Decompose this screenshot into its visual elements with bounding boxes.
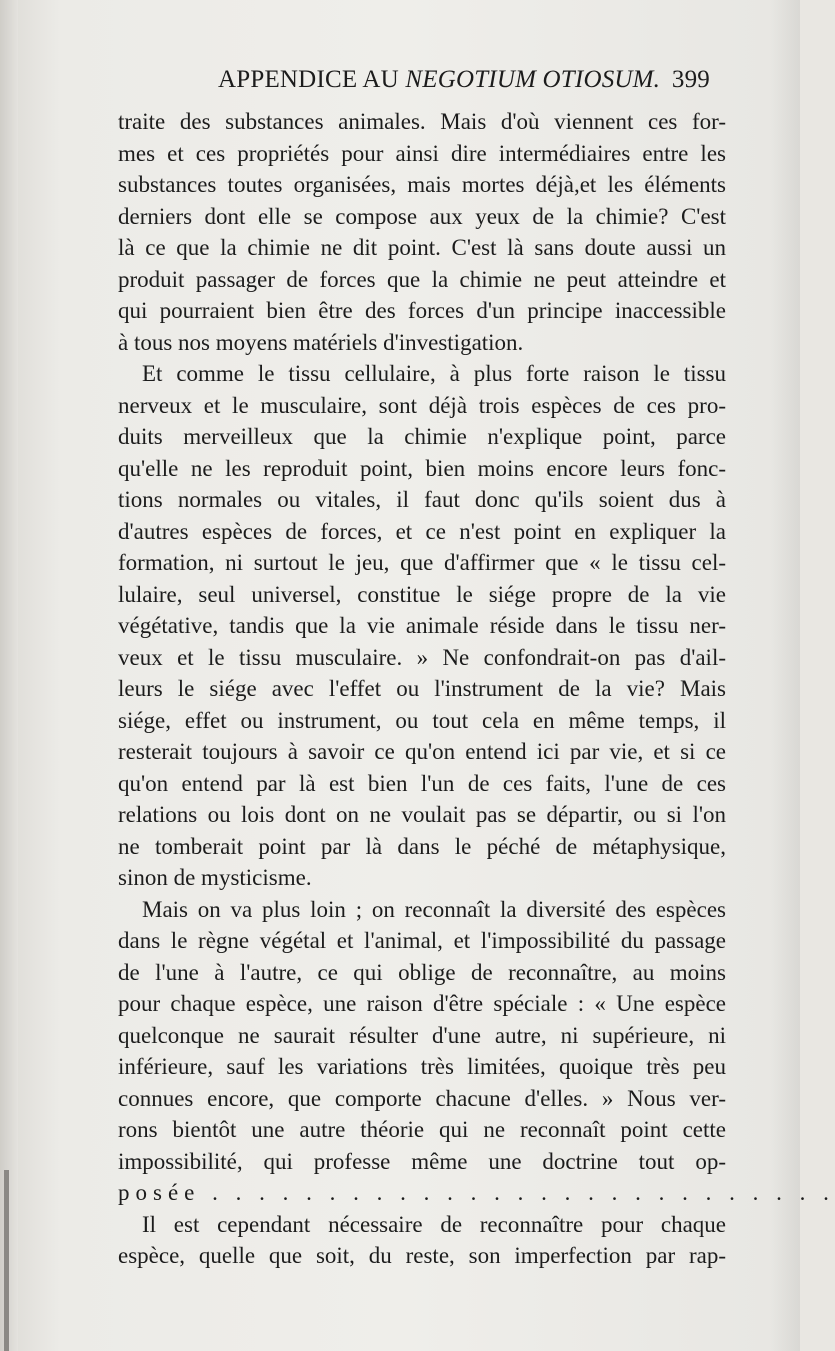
text-line: inférieure, sauf les variations très limitées, quoique très peu: [118, 1054, 726, 1079]
text-line: ne tomberait point par là dans le péché de métaphysique,: [118, 833, 726, 859]
running-title-italic: NEGOTIUM OTIOSUM.: [405, 66, 661, 93]
page-number: 399: [671, 66, 710, 93]
text-line: espèce, quelle que soit, du reste, son imperfection par rap-: [118, 1243, 726, 1268]
text-line: formation, ni surtout le jeu, que d'affirmer que « le tissu cel-: [118, 550, 726, 575]
running-header: [110, 66, 710, 102]
running-title: [218, 66, 660, 94]
text-line: impossibilité, qui professe même une doctrine tout op-: [118, 1148, 726, 1174]
body-text: [118, 106, 835, 1272]
text-line: resterait toujours à savoir ce qu'on entend ici par vie, et si ce: [118, 739, 726, 764]
text-line: Mais on va plus loin ; on reconnaît la diversité des espèces: [142, 896, 726, 922]
text-line: rons bientôt une autre théorie qui ne reconnaît point cette: [118, 1117, 726, 1142]
text-line: de l'une à l'autre, ce qui oblige de reconnaître, au moins: [118, 959, 726, 985]
text-line: produit passager de forces que la chimie ne peut atteindre et: [118, 266, 726, 292]
text-line: qu'on entend par là est bien l'un de ces faits, l'une de ces: [118, 770, 726, 796]
text-line: qu'elle ne les reproduit point, bien moins encore leurs fonc-: [118, 455, 726, 481]
text-line: derniers dont elle se compose aux yeux de la chimie? C'est: [118, 203, 726, 229]
text-line: duits merveilleux que la chimie n'explique point, parce: [118, 424, 726, 449]
text-line: connues encore, que comporte chacune d'elles. » Nous ver-: [118, 1085, 726, 1111]
running-title-roman: APPENDICE AU: [218, 66, 406, 93]
text-line: leurs le siége avec l'effet ou l'instrument de la vie? Mais: [118, 676, 726, 701]
text-line: tions normales ou vitales, il faut donc qu'ils soient dus à: [118, 487, 726, 512]
text-line: nerveux et le musculaire, sont déjà trois espèces de ces pro-: [118, 392, 726, 418]
text-line: traite des substances animales. Mais d'où viennent ces for-: [118, 109, 726, 134]
text-line: Il est cependant nécessaire de reconnaître pour chaque: [142, 1211, 726, 1237]
text-line: dans le règne végétal et l'animal, et l'impossibilité du passage: [118, 928, 726, 953]
text-line: lulaire, seul universel, constitue le siége propre de la vie: [118, 581, 726, 607]
text-line: pour chaque espèce, une raison d'être spéciale : « Une espèce: [118, 991, 726, 1016]
text-line: relations ou lois dont on ne voulait pas se départir, ou si l'on: [118, 802, 726, 827]
text-line: substances toutes organisées, mais mortes déjà,et les éléments: [118, 172, 726, 197]
text-line: quelconque ne saurait résulter d'une autre, ni supérieure, ni: [118, 1022, 726, 1048]
text-line: siége, effet ou instrument, ou tout cela en même temps, il: [118, 707, 726, 733]
text-line: végétative, tandis que la vie animale réside dans le tissu ner-: [118, 613, 726, 638]
gutter-shadow: [4, 1170, 9, 1351]
text-line: veux et le tissu musculaire. » Ne confondrait-on pas d'ail-: [118, 644, 726, 670]
text-line: qui pourraient bien être des forces d'un principe inaccessible: [118, 298, 726, 323]
text-line: Et comme le tissu cellulaire, à plus forte raison le tissu: [142, 361, 726, 386]
text-line: là ce que la chimie ne dit point. C'est là sans doute aussi un: [118, 235, 726, 260]
text-line: posée . . . . . . . . . . . . . . . . . . . . . . . . . . .: [118, 1180, 835, 1205]
text-line: sinon de mysticisme.: [118, 865, 312, 890]
text-line: d'autres espèces de forces, et ce n'est point en expliquer la: [118, 518, 726, 544]
page-gutter: [0, 0, 18, 1351]
text-line: mes et ces propriétés pour ainsi dire intermédiaires entre les: [118, 140, 726, 166]
text-line: à tous nos moyens matériels d'investigation.: [118, 329, 524, 355]
